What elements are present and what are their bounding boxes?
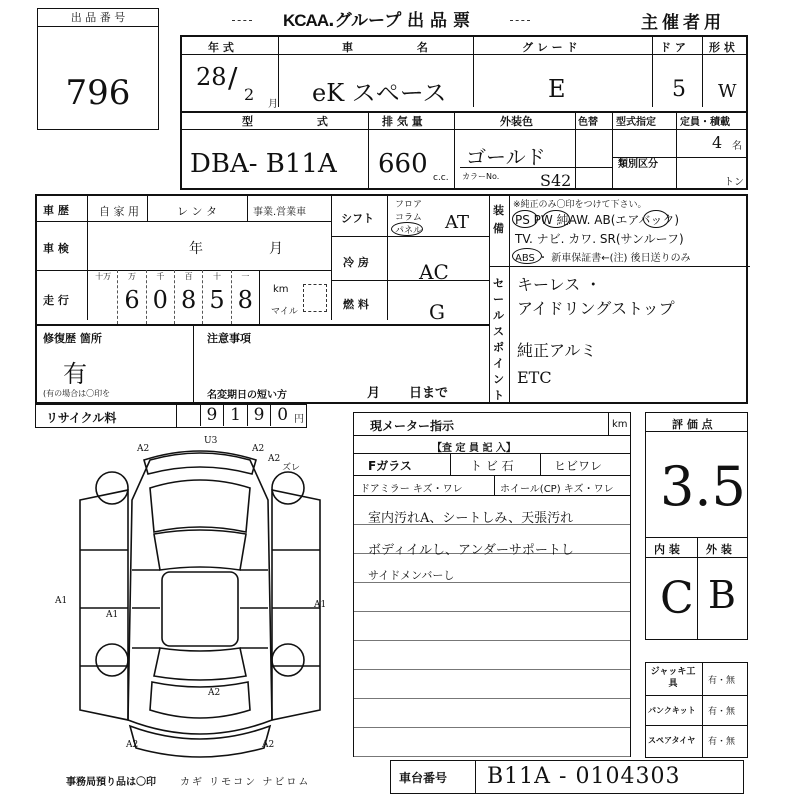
mark-rear-center: A2 <box>208 688 221 698</box>
shift-value: AT <box>445 212 470 233</box>
meter-label: 現メーター指示 <box>370 419 455 433</box>
repaint-label: 色替 <box>578 117 598 128</box>
jack-label: ジャッキ工具 <box>650 667 696 689</box>
color-value: ゴールド <box>466 145 546 169</box>
recycle-digit: 9 <box>247 405 271 426</box>
color-no-value: S42 <box>540 171 572 190</box>
office-note: 事務局預り品は〇印 <box>66 777 156 788</box>
mileage-digit: 6 <box>124 286 140 314</box>
recycle-label: リサイクル料 <box>46 411 117 425</box>
history-rental[interactable]: レ ン タ <box>177 205 217 218</box>
shift-floor[interactable]: フロア <box>395 200 423 210</box>
sales-point-3: 純正アルミ <box>517 341 597 360</box>
mileage-digit: 8 <box>181 286 197 314</box>
sales-point-4: ETC <box>517 368 552 387</box>
notes-label: 注意事項 <box>207 332 251 345</box>
remark-2: ボディイルし、アンダーサポートし <box>368 543 574 558</box>
interior-label: 内 装 <box>654 543 680 556</box>
equipment-label: 装備 <box>493 204 504 235</box>
ac-label: 冷 房 <box>343 256 369 269</box>
year-label: 年 式 <box>208 41 234 54</box>
inspector-box <box>353 412 631 757</box>
fuel-value: G <box>429 300 445 324</box>
mile-checkbox[interactable] <box>303 284 327 312</box>
mark-front-top: U3 <box>204 436 218 446</box>
body-value: W <box>718 81 737 102</box>
puncture-option[interactable]: 有・無 <box>708 707 736 717</box>
body-label: 形 状 <box>709 41 735 54</box>
mileage-digit-cell <box>174 270 202 324</box>
mileage-digit-cell <box>146 270 174 324</box>
mark-right-side: A1 <box>314 600 327 610</box>
car-damage-diagram[interactable] <box>40 430 340 770</box>
mileage-label: 走 行 <box>43 294 69 307</box>
shift-panel[interactable]: パネル <box>395 226 423 236</box>
glass-chip[interactable]: ト ビ 石 <box>470 459 514 473</box>
mileage-digit-header: 万 <box>127 272 136 281</box>
grade-label: グ レ ー ド <box>522 41 578 54</box>
repair-value: 有 <box>63 360 87 388</box>
pw-circle <box>542 210 570 228</box>
meter-unit: km <box>612 419 628 430</box>
name-change-day: 日まで <box>409 386 449 401</box>
recycle-digit: 0 <box>270 405 294 426</box>
doors-value: 5 <box>672 77 686 102</box>
wheel[interactable]: ホイール(CP) キズ・ワレ <box>500 484 614 495</box>
ps-circle <box>512 210 538 228</box>
history-block <box>35 194 748 404</box>
history-business[interactable]: 事業.営業車 <box>253 207 307 218</box>
model-value: DBA- B11A <box>190 149 337 179</box>
ac-value: AC <box>419 260 449 284</box>
kcaa-logo: KCAA <box>283 11 329 30</box>
recycle-box <box>35 404 307 428</box>
door-mirror[interactable]: ドアミラー キズ・ワレ <box>360 484 463 495</box>
inspection-label: 車 検 <box>43 242 69 255</box>
name-change-label: 名変期日の短い方 <box>207 390 287 401</box>
f-glass-label: Fガラス <box>368 459 412 473</box>
office-items: カギ リモコン ナビロム <box>180 777 311 788</box>
exterior-value: B <box>708 573 736 617</box>
score-value: 3.5 <box>660 455 746 518</box>
shift-label: シフト <box>341 212 374 225</box>
score-label: 評 価 点 <box>672 418 713 431</box>
name-change-month: 月 <box>367 386 381 401</box>
remark-rule <box>354 669 630 670</box>
repair-label: 修復歴 箇所 <box>43 332 102 345</box>
equipment-row1: PS PW 純AW. AB(エアバック) <box>515 213 680 227</box>
copy-type: 主催者用 <box>641 13 725 33</box>
vehicle-table: 年 式 車 名 グ レ ー ド ド ア 形 状 28 / 2 月 eK スペース E 5 W 型 式 排 気 量 外装色 色替 型式指定 定員・積載 DBA- B11A 660 c.c. ゴールド カラーNo. S42 類別区分 4 名 トン <box>180 35 748 190</box>
month-value: 2 <box>244 85 255 104</box>
displacement-unit: c.c. <box>433 173 449 183</box>
remark-1: 室内汚れA、シートしみ、天張汚れ <box>368 511 574 526</box>
capacity-value: 4 <box>712 133 723 152</box>
jack-option[interactable]: 有・無 <box>708 676 736 686</box>
chassis-value: B11A - 0104303 <box>487 764 681 789</box>
displacement-label: 排 気 量 <box>382 115 423 128</box>
chassis-label: 車台番号 <box>399 771 448 785</box>
exterior-label: 外 装 <box>706 543 732 556</box>
lot-number-value: 796 <box>65 73 131 113</box>
model-label: 型 式 <box>242 115 358 128</box>
name-label: 車 名 <box>342 41 458 54</box>
shift-column[interactable]: コラム <box>395 213 422 223</box>
capacity-unit: 名 <box>732 141 742 152</box>
interior-value: C <box>660 573 694 624</box>
mileage-digit-cell <box>231 270 259 324</box>
shift-circle <box>391 222 423 236</box>
remark-rule <box>354 727 630 728</box>
spare-option[interactable]: 有・無 <box>708 737 736 747</box>
doors-label: ド ア <box>660 41 686 54</box>
equipment-note: ※純正のみ〇印をつけて下さい。 <box>513 200 647 210</box>
mileage-digit-header: 十 <box>212 272 221 281</box>
mark-front-right: A2 <box>252 444 265 454</box>
inspection-year: 年 <box>189 241 203 257</box>
mileage-digit-cell <box>89 270 117 324</box>
mileage-digit-header: 千 <box>156 272 165 281</box>
glass-crack[interactable]: ヒビワレ <box>554 459 603 473</box>
score-box <box>645 412 748 640</box>
load-unit: トン <box>724 177 744 188</box>
mileage-digit-header: 十万 <box>95 272 112 281</box>
lot-number-box <box>37 8 159 130</box>
mileage-digit-header: 百 <box>184 272 193 281</box>
remark-rule <box>354 611 630 612</box>
type-designation-label: 型式指定 <box>616 117 656 128</box>
mark-zure: ズレ <box>282 463 301 473</box>
mark-front-right-2: A2 <box>268 454 281 464</box>
year-value: 28 <box>196 63 227 91</box>
recycle-digits <box>176 405 296 427</box>
mileage-digits <box>89 270 259 324</box>
recycle-digit <box>176 405 200 426</box>
inspector-section-label: 【査 定 員 記 入】 <box>432 443 516 454</box>
mark-left-rear: A1 <box>106 610 119 620</box>
equipment-row2: TV. ナビ. カワ. SR(サンルーフ) <box>515 232 684 246</box>
remark-rule <box>354 756 630 757</box>
remark-rule <box>354 698 630 699</box>
fuel-label: 燃 料 <box>343 298 369 311</box>
sales-point-2: アイドリングストップ <box>517 299 675 318</box>
inspection-month: 月 <box>269 241 283 257</box>
recycle-digit: 9 <box>200 405 224 426</box>
remark-rule <box>354 640 630 641</box>
grade-value: E <box>548 75 566 103</box>
remark-lines <box>354 495 630 756</box>
abs-circle <box>512 248 542 264</box>
sales-point-1: キーレス ・ <box>517 275 602 294</box>
chassis-box <box>390 760 744 794</box>
mark-front-left: A2 <box>137 444 150 454</box>
mile-unit: マイル <box>271 307 298 317</box>
mark-rear-left: A2 <box>126 740 139 750</box>
car-name-value: eK スペース <box>312 79 447 107</box>
color-no-label: カラーNo. <box>462 172 500 181</box>
mark-rear-right: A2 <box>262 740 275 750</box>
history-label: 車 歴 <box>43 204 69 217</box>
header-title: KCAA.グループ 出 品 票 <box>283 11 470 31</box>
recycle-digit: 1 <box>223 405 247 426</box>
remark-3: サイドメンバーし <box>368 569 455 582</box>
mileage-digit-header: 一 <box>241 272 250 281</box>
category-label: 類別区分 <box>618 159 658 170</box>
repair-note: (有の場合は〇印を <box>43 389 111 398</box>
displacement-value: 660 <box>378 149 428 179</box>
puncture-label: パンクキット <box>648 706 696 715</box>
equipment-row3: ABS ・ 新車保証書←(注) 後日送りのみ <box>515 253 691 264</box>
ab-circle <box>643 210 669 228</box>
history-private[interactable]: 自 家 用 <box>99 205 139 218</box>
recycle-unit: 円 <box>294 414 304 425</box>
exterior-color-label: 外装色 <box>500 115 533 128</box>
accessory-box <box>645 662 748 758</box>
mark-left-side: A1 <box>55 596 68 606</box>
mileage-digit: 0 <box>152 286 168 314</box>
mileage-digit-cell <box>117 270 145 324</box>
mileage-digit: 8 <box>237 286 253 314</box>
sales-point-label: セールスポイント <box>493 277 504 402</box>
mileage-digit-cell <box>202 270 230 324</box>
capacity-label: 定員・積載 <box>680 117 730 128</box>
month-unit: 月 <box>268 99 278 110</box>
spare-label: スペアタイヤ <box>648 736 696 745</box>
lot-number-label: 出 品 番 号 <box>38 9 158 27</box>
mileage-digit: 5 <box>209 286 225 314</box>
km-unit: km <box>273 284 289 295</box>
